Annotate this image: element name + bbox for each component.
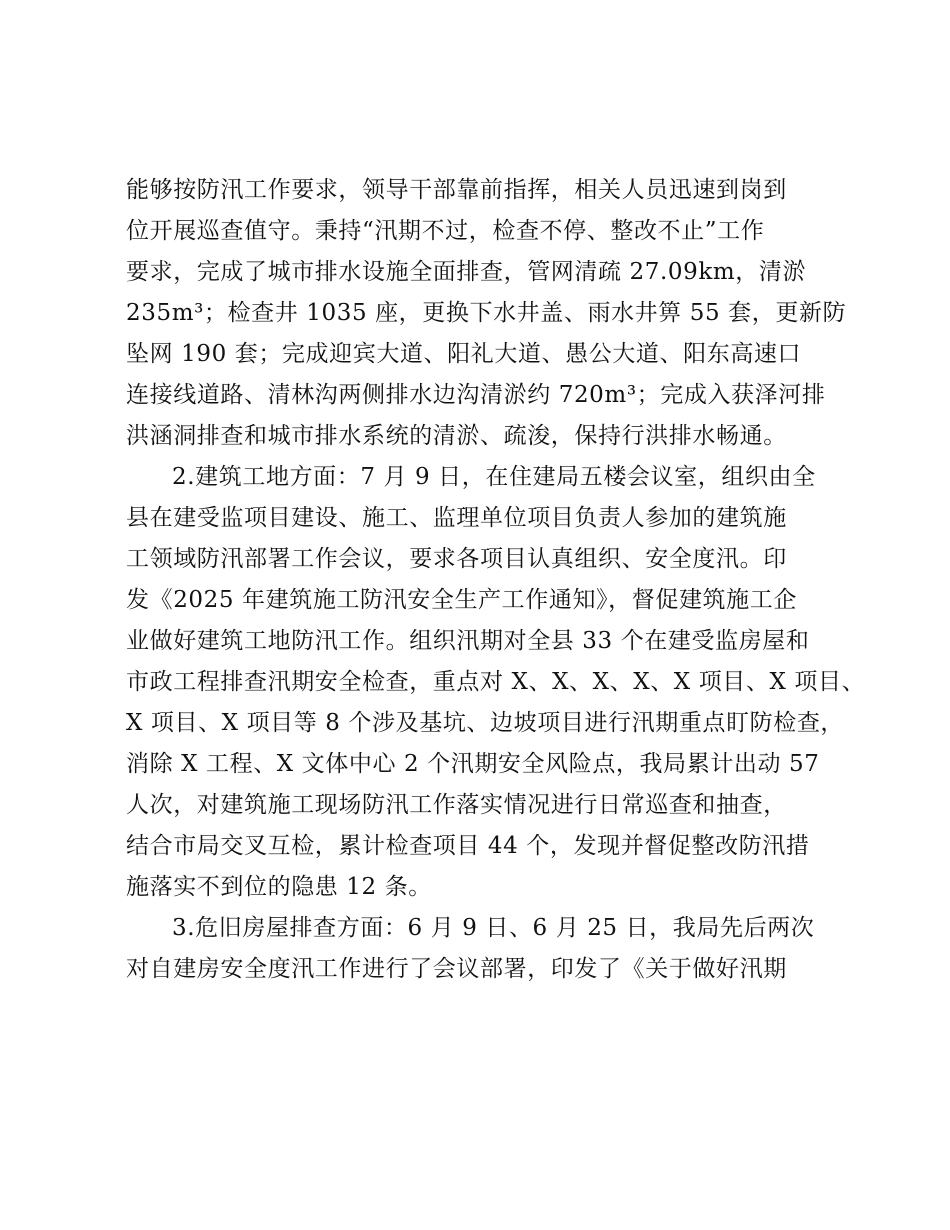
- paragraph-3-line-2: 对自建房安全度汛工作进行了会议部署，印发了《关于做好汛期: [126, 956, 787, 982]
- paragraph-2-line-5: 业做好建筑工地防汛工作。组织汛期对全县 33 个在建受监房屋和: [126, 628, 810, 654]
- paragraph-2-line-1: 2.建筑工地方面：7 月 9 日，在住建局五楼会议室，组织由全: [172, 464, 816, 490]
- paragraph-2-line-7: X 项目、X 项目等 8 个涉及基坑、边坡项目进行汛期重点盯防检查，: [126, 710, 845, 736]
- paragraph-1-line-6: 连接线道路、清林沟两侧排水边沟清淤约 720m³；完成入获泽河排: [126, 382, 826, 408]
- paragraph-1-line-7: 洪涵洞排查和城市排水系统的清淤、疏浚，保持行洪排水畅通。: [126, 423, 787, 449]
- paragraph-1-line-3: 要求，完成了城市排水设施全面排查，管网清疏 27.09km，清淤: [126, 259, 807, 285]
- paragraph-1-line-5: 坠网 190 套；完成迎宾大道、阳礼大道、愚公大道、阳东高速口: [126, 341, 802, 367]
- paragraph-2-line-10: 结合市局交叉互检，累计检查项目 44 个，发现并督促整改防汛措: [126, 833, 810, 859]
- paragraph-2-line-3: 工领域防汛部署工作会议，要求各项目认真组织、安全度汛。印: [126, 546, 787, 572]
- paragraph-2-line-4: 发《2025 年建筑施工防汛安全生产工作通知》，督促建筑施工企: [126, 587, 797, 613]
- paragraph-3-line-1: 3.危旧房屋排查方面：6 月 9 日、6 月 25 日，我局先后两次: [172, 915, 815, 941]
- paragraph-2-line-8: 消除 X 工程、X 文体中心 2 个汛期安全风险点，我局累计出动 57: [126, 751, 820, 777]
- paragraph-2-line-11: 施落实不到位的隐患 12 条。: [126, 874, 432, 900]
- paragraph-2-line-6: 市政工程排查汛期安全检查，重点对 X、X、X、X、X 项目、X 项目、: [126, 669, 866, 695]
- paragraph-1-line-1: 能够按防汛工作要求，领导干部靠前指挥，相关人员迅速到岗到: [126, 177, 787, 203]
- paragraph-2-line-2: 县在建受监项目建设、施工、监理单位项目负责人参加的建筑施: [126, 505, 787, 531]
- paragraph-2-line-9: 人次，对建筑施工现场防汛工作落实情况进行日常巡查和抽查，: [126, 792, 787, 818]
- paragraph-1-line-2: 位开展巡查值守。秉持“汛期不过，检查不停、整改不止”工作: [126, 218, 765, 244]
- paragraph-1-line-4: 235m³；检查井 1035 座，更换下水井盖、雨水井箅 55 套，更新防: [126, 300, 847, 326]
